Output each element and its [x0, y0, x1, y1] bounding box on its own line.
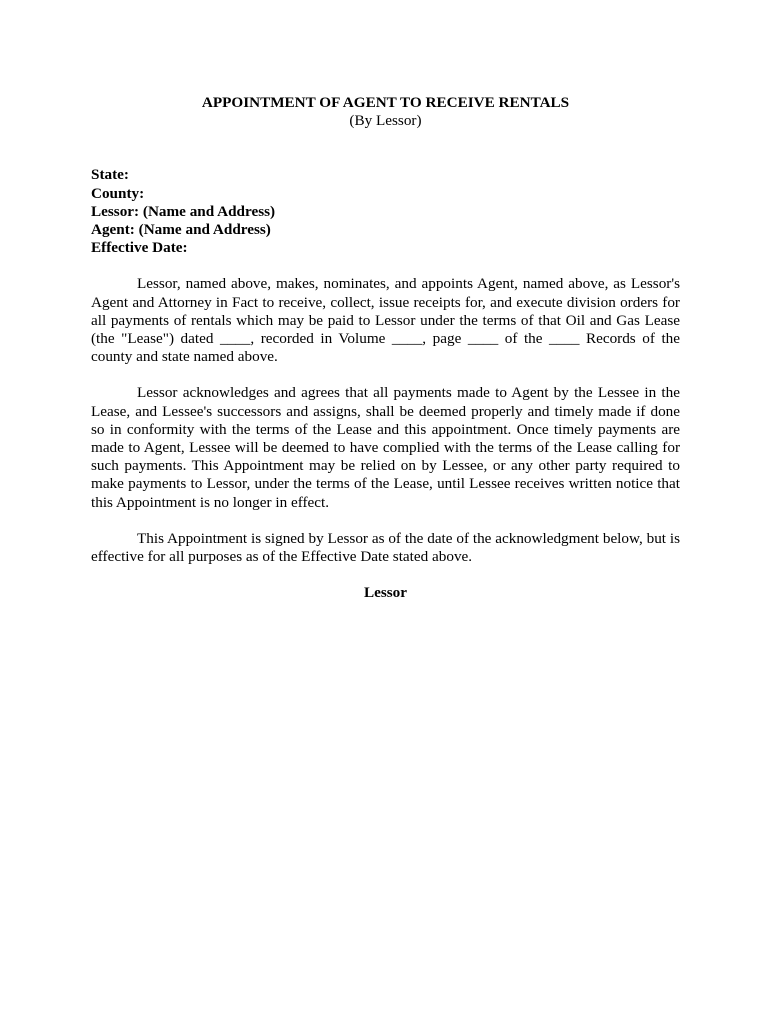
signer-label: Lessor: [363, 584, 408, 602]
field-lessor: Lessor: (Name and Address): [91, 202, 276, 220]
field-agent: Agent: (Name and Address): [91, 221, 271, 239]
field-county: County:: [91, 184, 145, 202]
document-page: [91, 94, 680, 602]
paragraph-appointment: Lessor, named above, makes, nominates, and appoints Agent, named above, as Lessor's Agent and Attorney in Fact to receive, collect, issue receipts for, and execute division orders for all payments of rentals which may be paid to Lessor under the terms of that Oil and Gas Lease (the "Lease") dated ____, recorded in Volume ____, page ____ of the ____ Records of the county and state named above.: [91, 275, 680, 366]
field-state: State:: [91, 166, 129, 184]
paragraph-effective: This Appointment is signed by Lessor as of the date of the acknowledgment below, but is effective for all purposes as of the Effective Date stated above.: [91, 529, 680, 566]
document-subtitle: (By Lessor): [349, 112, 422, 130]
field-effective-date: Effective Date:: [91, 239, 188, 257]
header-fields: [91, 166, 680, 257]
document-title: APPOINTMENT OF AGENT TO RECEIVE RENTALS: [201, 94, 570, 111]
paragraph-acknowledgment: Lessor acknowledges and agrees that all payments made to Agent by the Lessee in the Lease, and Lessee's successors and assigns, shall be deemed properly and timely made if done so in conformity with the terms of the Lease and this appointment. Once timely payments are made to Agent, Lessee will be deemed to have complied with the terms of the Lease calling for such payments. This Appointment may be relied on by Lessee, or any other party required to make payments to Lessor, under the terms of the Lease, until Lessee receives written notice that this Appointment is no longer in effect.: [91, 384, 680, 511]
